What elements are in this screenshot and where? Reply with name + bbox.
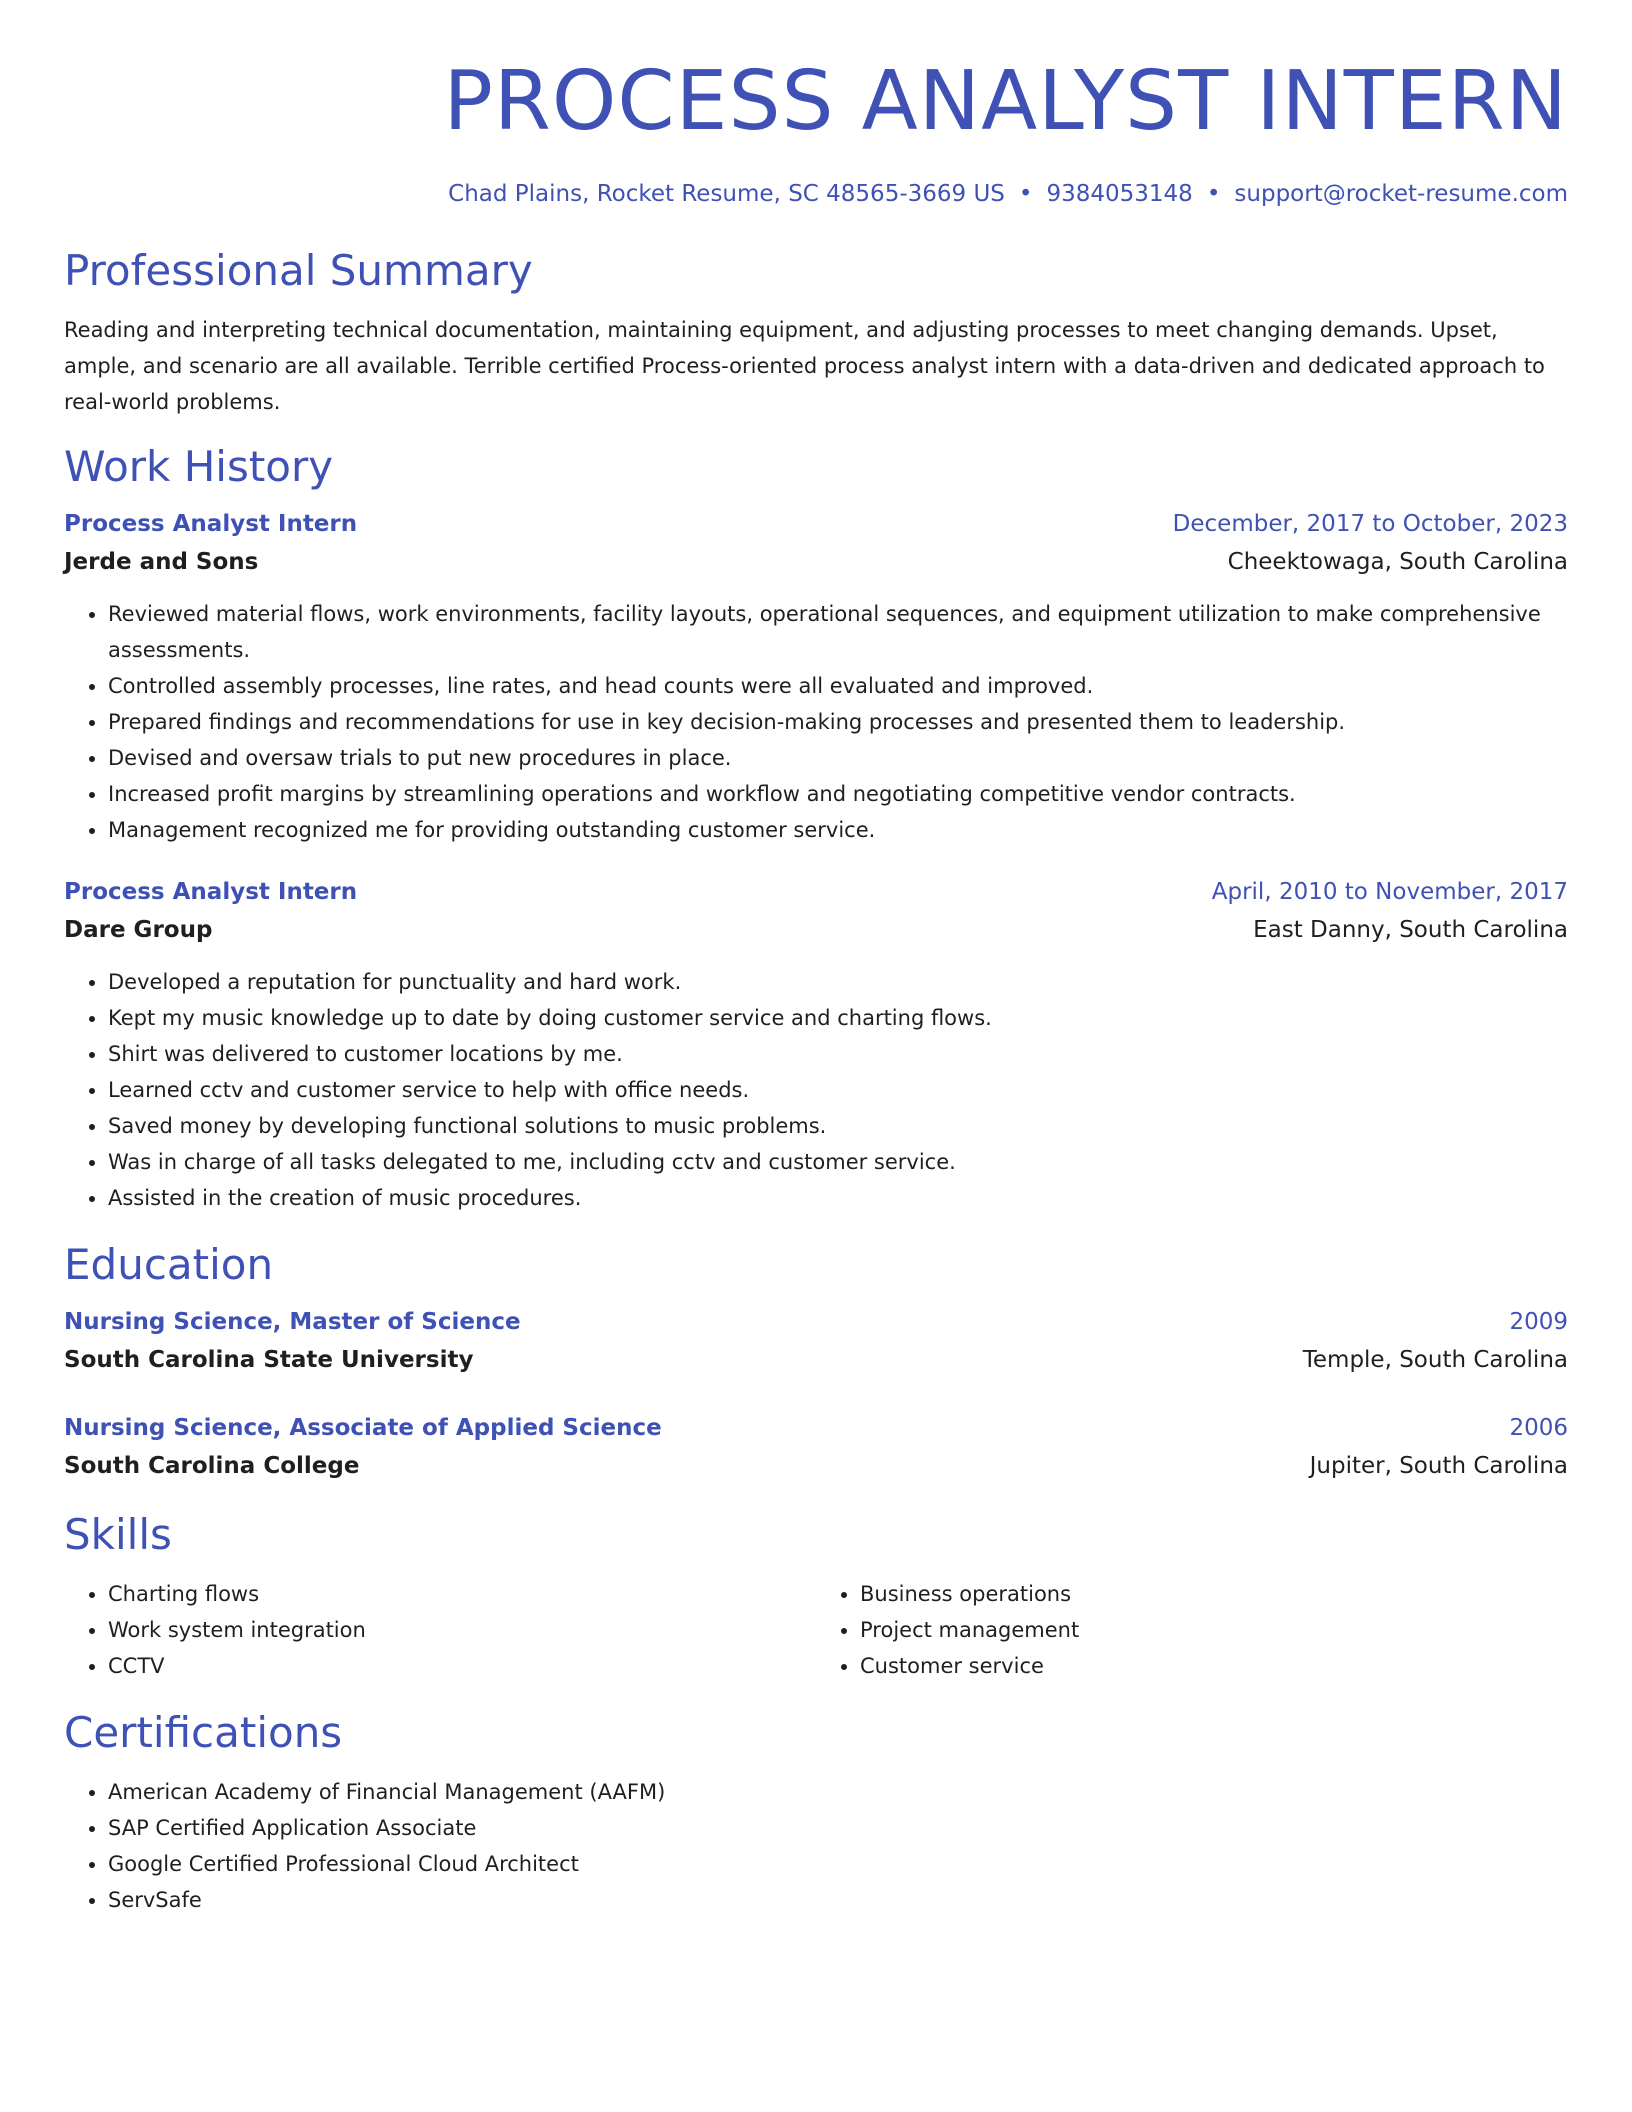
section-heading-education: Education [64,1240,274,1289]
summary-text: Reading and interpreting technical documentation, maintaining equipment, and adjusting processes to meet changing demands. Upset, ample, and scenario are all available. Terrible certified Process-oriented process analyst intern with a data-driven and dedicated approach to real-world problems. [64,318,1545,414]
education-year: 2009 [1509,1309,1568,1335]
job-role: Process Analyst Intern [64,879,358,905]
separator-dot: • [1018,181,1033,207]
education-school-row [64,1340,1568,1380]
list-item: • Assisted in the creation of music procedures. [108,1180,1568,1216]
education-school-row [64,1446,1568,1486]
job-company-row [64,542,1568,582]
job-location: Cheektowaga, South Carolina [1227,549,1568,575]
list-item: • Project management [860,1612,1568,1648]
job-company: Jerde and Sons [64,549,259,575]
job-company: Dare Group [64,917,213,943]
list-item: • American Academy of Financial Management (AAFM) [108,1774,1568,1810]
list-item: • Kept my music knowledge up to date by doing customer service and charting flows. [108,1000,1568,1036]
list-item: • Work system integration [108,1612,816,1648]
list-item: • Saved money by developing functional solutions to music problems. [108,1108,1568,1144]
contact-address: Chad Plains, Rocket Resume, SC 48565-3669 US [448,181,1005,207]
education-header-row [64,1410,1568,1446]
list-item: • Prepared findings and recommendations for use in key decision-making processes and presented them to leadership. [108,704,1568,740]
section-heading-skills: Skills [64,1510,172,1559]
list-item: • SAP Certified Application Associate [108,1810,1568,1846]
list-item: • Google Certified Professional Cloud Architect [108,1846,1568,1882]
job-bullets [64,964,1568,1216]
contact-email: support@rocket-resume.com [1234,181,1568,207]
section-heading-summary: Professional Summary [64,246,533,295]
job-role: Process Analyst Intern [64,511,358,537]
list-item: • Reviewed material flows, work environments, facility layouts, operational sequences, and equipment utilization to make comprehensive assessments. [108,596,1568,668]
contact-line [64,178,1568,210]
education-header-row [64,1304,1568,1340]
list-item: • CCTV [108,1648,816,1684]
education-degree: Nursing Science, Master of Science [64,1309,521,1335]
skills-list-right [816,1576,1568,1684]
list-item: • Controlled assembly processes, line rates, and head counts were all evaluated and improved. [108,668,1568,704]
separator-dot: • [1206,181,1221,207]
job-header-row [64,506,1568,542]
list-item: • Developed a reputation for punctuality and hard work. [108,964,1568,1000]
job-entry [64,874,1568,1216]
list-item: • Learned cctv and customer service to help with office needs. [108,1072,1568,1108]
list-item: • ServSafe [108,1882,1568,1918]
education-location: Jupiter, South Carolina [1309,1453,1568,1479]
list-item: • Management recognized me for providing outstanding customer service. [108,812,1568,848]
job-company-row [64,910,1568,950]
contact-phone: 9384053148 [1046,181,1193,207]
education-entry [64,1304,1568,1380]
job-dates: December, 2017 to October, 2023 [1172,511,1568,537]
list-item: • Business operations [860,1576,1568,1612]
education-degree: Nursing Science, Associate of Applied Science [64,1415,662,1441]
job-dates: April, 2010 to November, 2017 [1211,879,1568,905]
section-heading-work: Work History [64,442,334,491]
skills-list-left [64,1576,816,1684]
job-bullets [64,596,1568,848]
job-location: East Danny, South Carolina [1253,917,1568,943]
list-item: • Increased profit margins by streamlining operations and workflow and negotiating competitive vendor contracts. [108,776,1568,812]
education-school: South Carolina State University [64,1347,474,1373]
list-item: • Shirt was delivered to customer locations by me. [108,1036,1568,1072]
list-item: • Customer service [860,1648,1568,1684]
education-year: 2006 [1509,1415,1568,1441]
list-item: • Charting flows [108,1576,816,1612]
job-header-row [64,874,1568,910]
skills-grid [64,1562,1568,1684]
section-heading-certifications: Certifications [64,1708,343,1757]
certifications-list [64,1774,1568,1918]
education-location: Temple, South Carolina [1302,1347,1568,1373]
education-school: South Carolina College [64,1453,360,1479]
education-entry [64,1410,1568,1486]
list-item: • Devised and oversaw trials to put new procedures in place. [108,740,1568,776]
job-entry [64,506,1568,848]
list-item: • Was in charge of all tasks delegated to me, including cctv and customer service. [108,1144,1568,1180]
page-title: PROCESS ANALYST INTERN [443,54,1568,149]
